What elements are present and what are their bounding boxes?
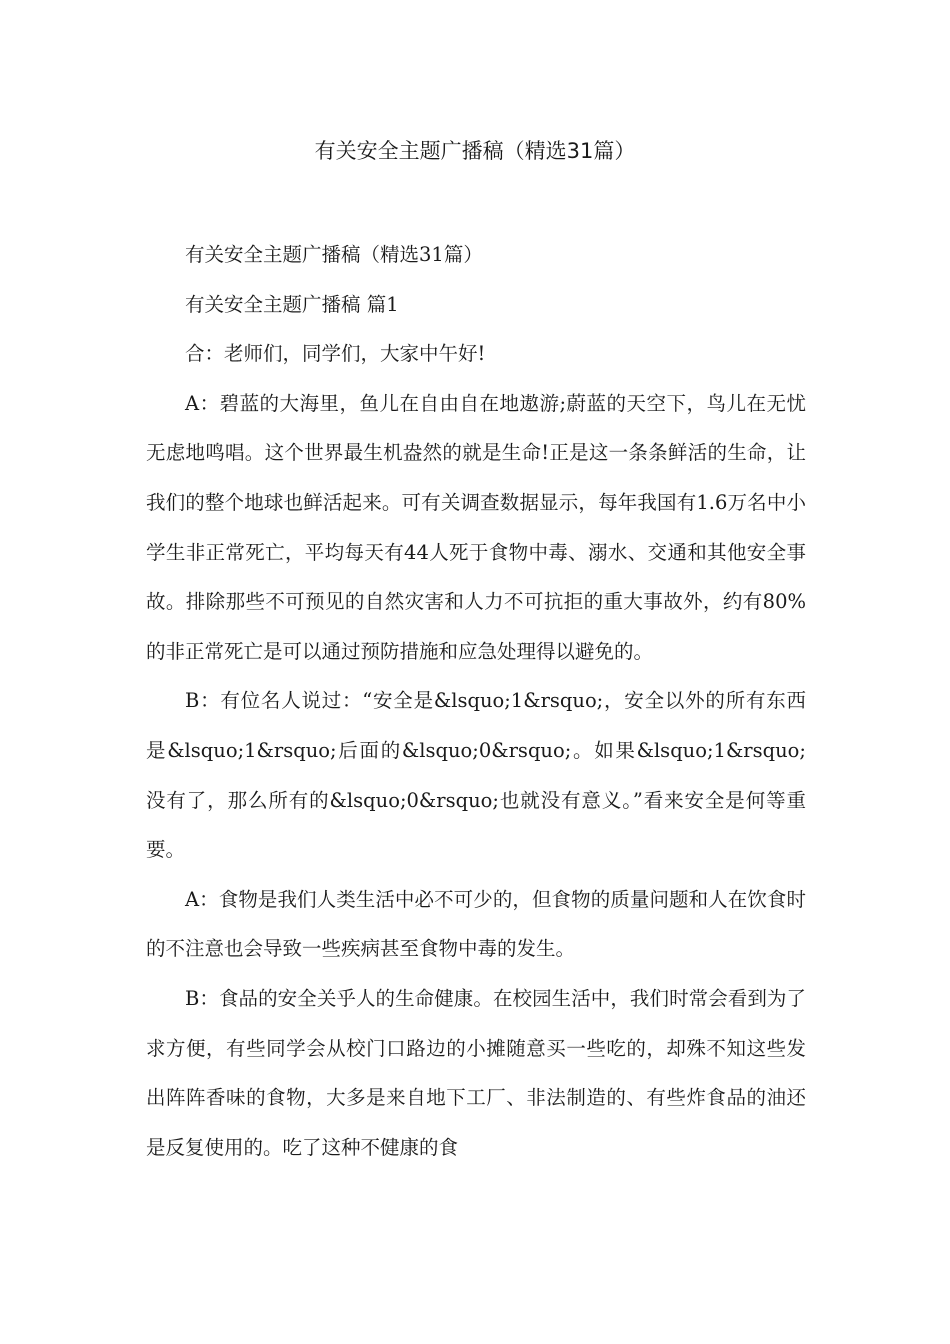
paragraph-b-quote: B：有位名人说过：“安全是&lsquo;1&rsquo;，安全以外的所有东西是&lsquo;1&rsquo;后面的&lsquo;0&rsquo;。如果&lsquo;1&rsquo;没有了，那么所有的&lsquo;0&rsquo;也就没有意义。”看来安全是何等重要。 [146, 689, 806, 862]
paragraph-b-food-safety: B：食品的安全关乎人的生命健康。在校园生活中，我们时常会看到为了求方便，有些同学会从校门口路边的小摊随意买一些吃的，却殊不知这些发出阵阵香味的食物，大多是来自地下工厂、非法制造的、有些炸食品的油还是反复使用的。吃了这种不健康的食 [146, 986, 806, 1159]
document-title: 有关安全主题广播稿（精选31篇） [314, 139, 636, 163]
paragraph-greeting: 合：老师们，同学们，大家中午好! [185, 342, 486, 366]
paragraph-section-heading: 有关安全主题广播稿 篇1 [185, 292, 399, 316]
paragraph-a-intro: A：碧蓝的大海里，鱼儿在自由自在地遨游;蔚蓝的天空下，鸟儿在无忧无虑地鸣唱。这个世界最生机盎然的就是生命!正是这一条条鲜活的生命，让我们的整个地球也鲜活起来。可有关调查数据显示，每年我国有1.6万名中小学生非正常死亡，平均每天有44人死于食物中毒、溺水、交通和其他安全事故。排除那些不可预见的自然灾害和人力不可抗拒的重大事故外，约有80%的非正常死亡是可以通过预防措施和应急处理得以避免的。 [146, 391, 806, 663]
document-body [146, 230, 806, 1172]
paragraph-subtitle: 有关安全主题广播稿（精选31篇） [185, 243, 483, 266]
paragraph-a-food: A：食物是我们人类生活中必不可少的，但食物的质量问题和人在饮食时的不注意也会导致一些疾病甚至食物中毒的发生。 [146, 887, 806, 961]
